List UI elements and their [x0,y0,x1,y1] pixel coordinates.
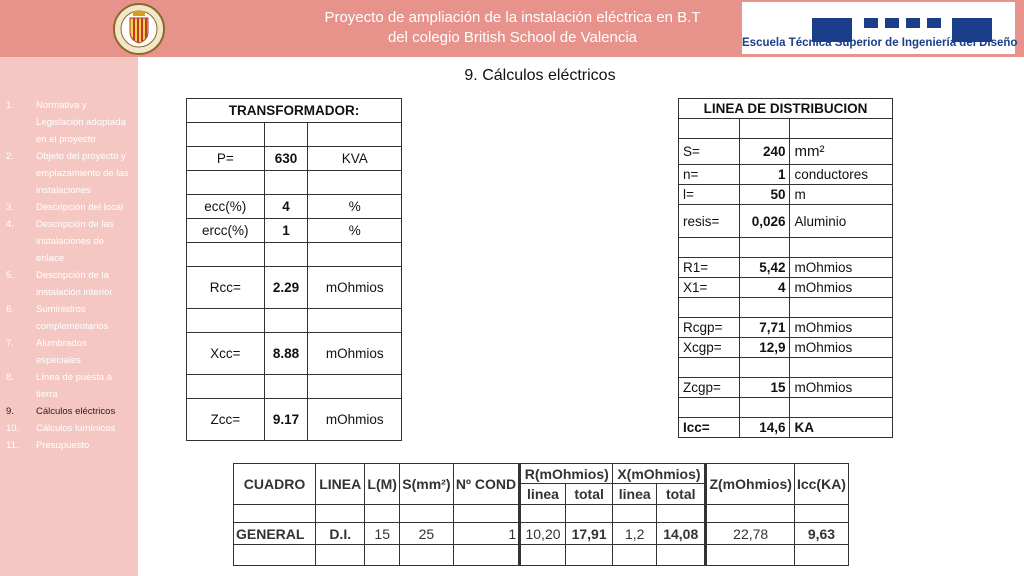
transformer-title: TRANSFORMADOR: [187,99,402,123]
sidebar-item-alumbrados[interactable]: 7. Alumbrados especiales [6,338,87,366]
table-row: ercc(%) 1 % [187,219,402,243]
col-header-section: S(mm²) [399,464,453,505]
col-header-x-linea: linea [613,484,657,505]
table-row: GENERAL D.I. 15 25 1 10,20 17,91 1,2 14,08 22,78 9,63 [234,523,849,545]
sidebar-item-calculos-electricos[interactable]: 9. Cálculos eléctricos [6,406,116,417]
col-header-linea: LINEA [316,464,365,505]
col-header-r-total: total [565,484,613,505]
table-row: Zcgp= 15 mOhmios [679,378,893,398]
school-name: Escuela Técnica Superior de Ingeniería del Diseño [742,37,1018,49]
table-row: R1= 5,42 mOhmios [679,258,893,278]
col-header-reactance: X(mOhmios) [613,464,706,484]
table-row: Icc= 14,6 KA [679,418,893,438]
school-logo [742,2,1018,54]
school-logo-mark [812,18,992,30]
sidebar-item-local[interactable]: 3. Descripción del local [6,202,124,213]
table-row: P= 630 KVA [187,147,402,171]
sidebar-item-presupuesto[interactable]: 11. Presupuesto [6,440,90,451]
sidebar-item-enlace[interactable]: 4. Descripción de las instalaciones de enlace [6,219,114,264]
col-header-r-linea: linea [520,484,566,505]
distribution-line-table [678,98,893,438]
sidebar-item-interior[interactable]: 5. Descripción de la instalación interior [6,270,113,298]
sidebar-item-suministros[interactable]: 6. Suministros complementarios [6,304,109,332]
university-logo [106,2,172,56]
transformer-table [186,98,402,441]
sidebar [0,57,138,576]
summary-table [233,463,849,566]
page-title: 9. Cálculos eléctricos [464,67,616,84]
table-row: Rcgp= 7,71 mOhmios [679,318,893,338]
col-header-x-total: total [656,484,705,505]
col-header-conductors: Nº COND [453,464,519,505]
table-row: resis= 0,026 Aluminio [679,205,893,238]
title-line-1: Proyecto de ampliación de la instalación eléctrica en B.T [324,9,701,26]
table-row: Xcgp= 12,9 mOhmios [679,338,893,358]
sidebar-item-objeto[interactable]: 2. Objeto del proyecto y emplazamiento de las instalaciones [6,151,129,196]
col-header-length: L(M) [365,464,400,505]
table-row: Rcc= 2.29 mOhmios [187,267,402,309]
table-row: X1= 4 mOhmios [679,278,893,298]
col-header-icc: Icc(KA) [794,464,848,505]
title-line-2: del colegio British School de Valencia [387,29,638,46]
sidebar-item-tierra[interactable]: 8. Línea de puesta a tierra [6,372,113,400]
distribution-line-title: LINEA DE DISTRIBUCION [679,99,893,119]
sidebar-item-calculos-luminicos[interactable]: 10. Cálculos lumínicos [6,423,116,434]
col-header-cuadro: CUADRO [234,464,316,505]
table-row: n= 1 conductores [679,165,893,185]
table-row: Zcc= 9.17 mOhmios [187,399,402,441]
col-header-impedance: Z(mOhmios) [706,464,794,505]
table-row: S= 240 mm² [679,139,893,165]
table-row: ecc(%) 4 % [187,195,402,219]
sidebar-nav [6,97,134,454]
table-row: l= 50 m [679,185,893,205]
header-bar [0,0,1024,57]
presentation-title [300,8,725,48]
sidebar-item-normativa[interactable]: 1. Normativa y Legislación adoptada en el proyecto [6,100,126,145]
col-header-resistance: R(mOhmios) [520,464,613,484]
table-row: Xcc= 8.88 mOhmios [187,333,402,375]
